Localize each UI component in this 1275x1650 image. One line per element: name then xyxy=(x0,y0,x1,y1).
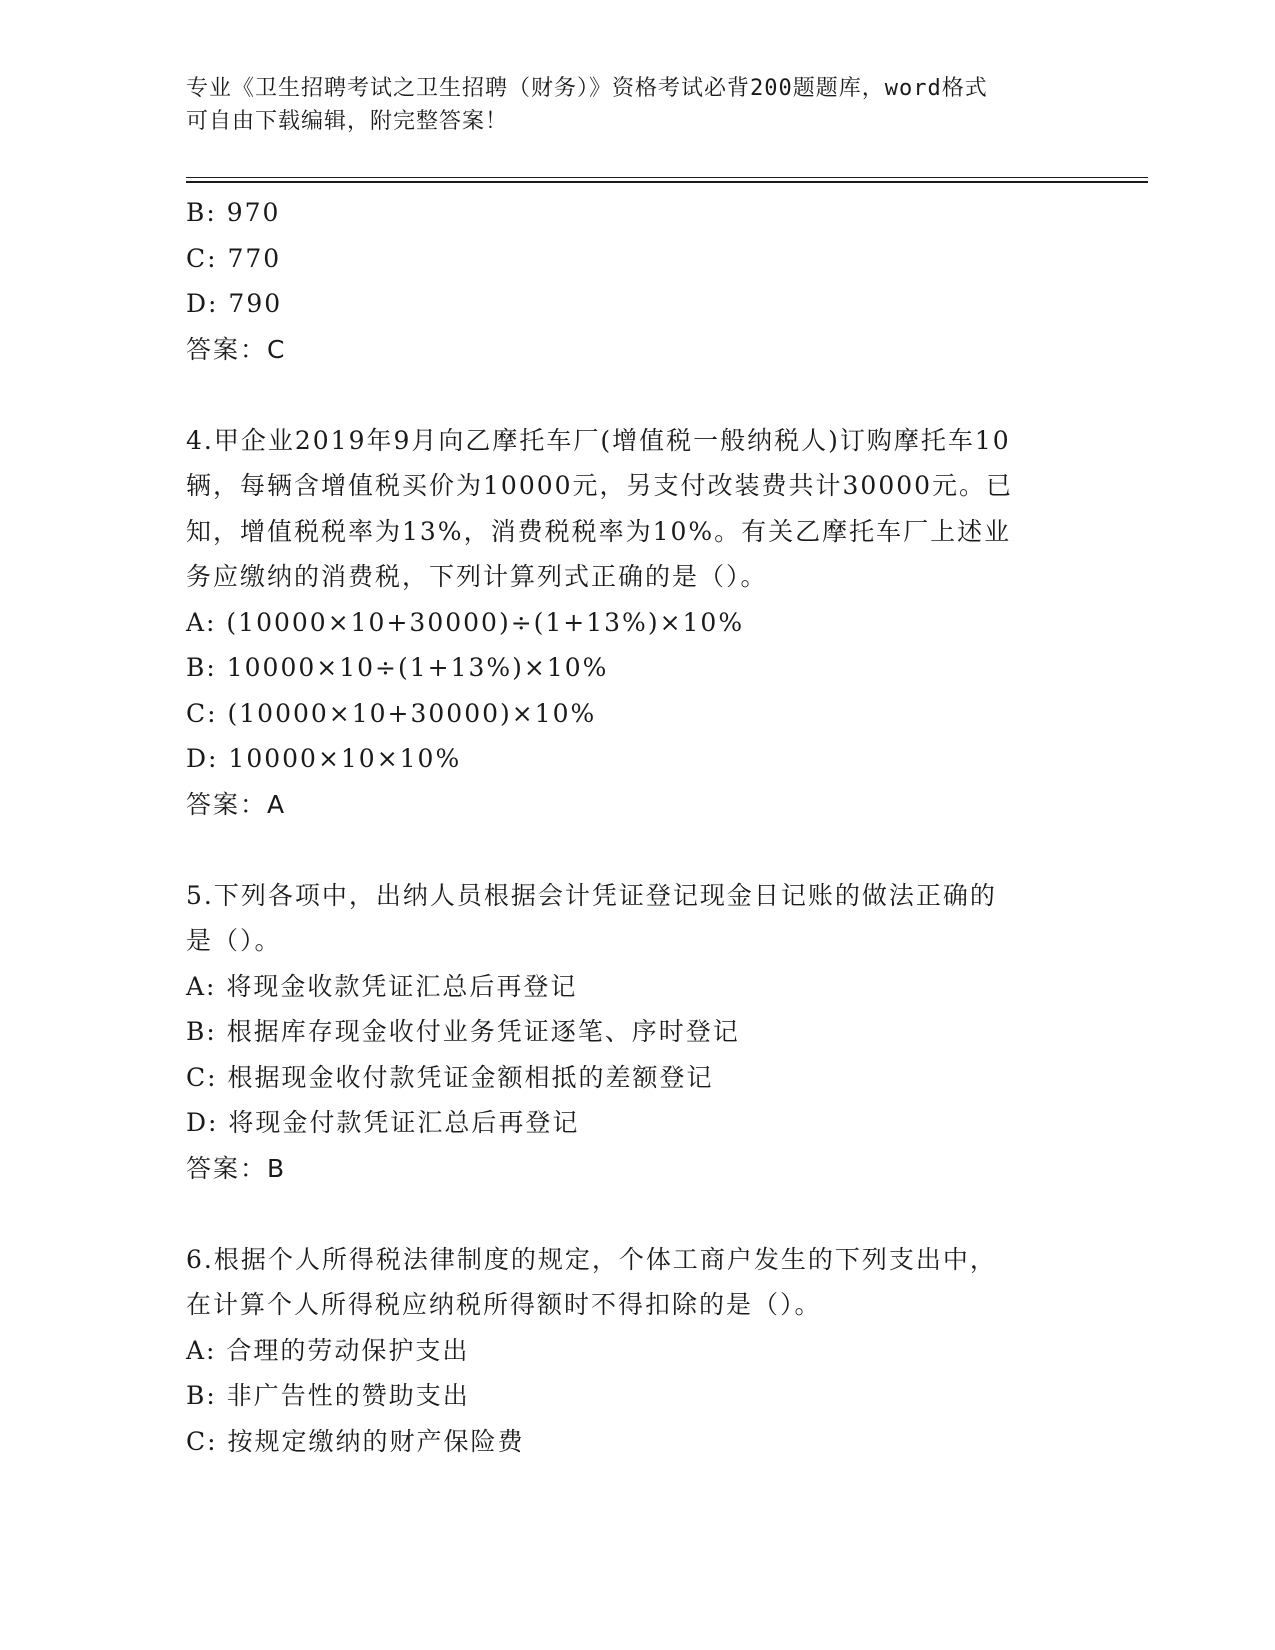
option-b: B: 根据库存现金收付业务凭证逐笔、序时登记 xyxy=(186,1017,740,1046)
spacer xyxy=(186,827,1086,873)
option-c: C: 770 xyxy=(186,243,282,273)
question-text-line: 4.甲企业2019年9月向乙摩托车厂(增值税一般纳税人)订购摩托车10 xyxy=(186,425,1011,455)
question-text-line: 在计算个人所得税应纳税所得额时不得扣除的是（）。 xyxy=(186,1290,822,1319)
question-text-line: 5.下列各项中，出纳人员根据会计凭证登记现金日记账的做法正确的 xyxy=(186,880,997,910)
option-c: C: (10000×10+30000)×10% xyxy=(186,698,597,728)
header-divider-thin xyxy=(186,177,1148,178)
question-block-3 xyxy=(186,190,1086,372)
question-text-line: 辆，每辆含增值税买价为10000元，另支付改装费共计30000元。已 xyxy=(186,471,1014,500)
option-c: C: 按规定缴纳的财产保险费 xyxy=(186,1426,525,1456)
answer-line: 答案：C xyxy=(186,334,287,364)
answer-line: 答案：A xyxy=(186,789,287,819)
header-divider-thick xyxy=(186,181,1148,183)
question-text-line: 知，增值税税率为13%，消费税税率为10%。有关乙摩托车厂上述业 xyxy=(186,516,1012,546)
spacer xyxy=(186,1191,1086,1237)
question-block-6 xyxy=(186,1237,1086,1465)
question-block-5 xyxy=(186,873,1086,1192)
question-text-line: 是（）。 xyxy=(186,926,282,955)
document-header xyxy=(186,72,1086,138)
option-d: D: 790 xyxy=(186,289,283,318)
header-line-2: 可自由下载编辑，附完整答案！ xyxy=(186,109,509,134)
spacer xyxy=(186,372,1086,418)
option-a: A: (10000×10+30000)÷(1+13%)×10% xyxy=(186,607,745,637)
header-line-1: 专业《卫生招聘考试之卫生招聘（财务）》资格考试必背200题题库，word格式 xyxy=(186,76,988,101)
option-b: B: 10000×10÷(1+13%)×10% xyxy=(186,653,609,682)
question-content xyxy=(186,190,1086,1464)
option-b: B: 非广告性的赞助支出 xyxy=(186,1381,470,1410)
option-c: C: 根据现金收付款凭证金额相抵的差额登记 xyxy=(186,1062,714,1092)
answer-line: 答案：B xyxy=(186,1153,287,1183)
option-a: A: 合理的劳动保护支出 xyxy=(186,1335,470,1365)
question-block-4 xyxy=(186,418,1086,828)
option-a: A: 将现金收款凭证汇总后再登记 xyxy=(186,971,578,1001)
option-d: D: 10000×10×10% xyxy=(186,744,462,773)
question-text-line: 务应缴纳的消费税，下列计算列式正确的是（）。 xyxy=(186,562,768,591)
option-b: B: 970 xyxy=(186,198,281,227)
option-d: D: 将现金付款凭证汇总后再登记 xyxy=(186,1108,580,1137)
question-text-line: 6.根据个人所得税法律制度的规定，个体工商户发生的下列支出中， xyxy=(186,1244,997,1274)
